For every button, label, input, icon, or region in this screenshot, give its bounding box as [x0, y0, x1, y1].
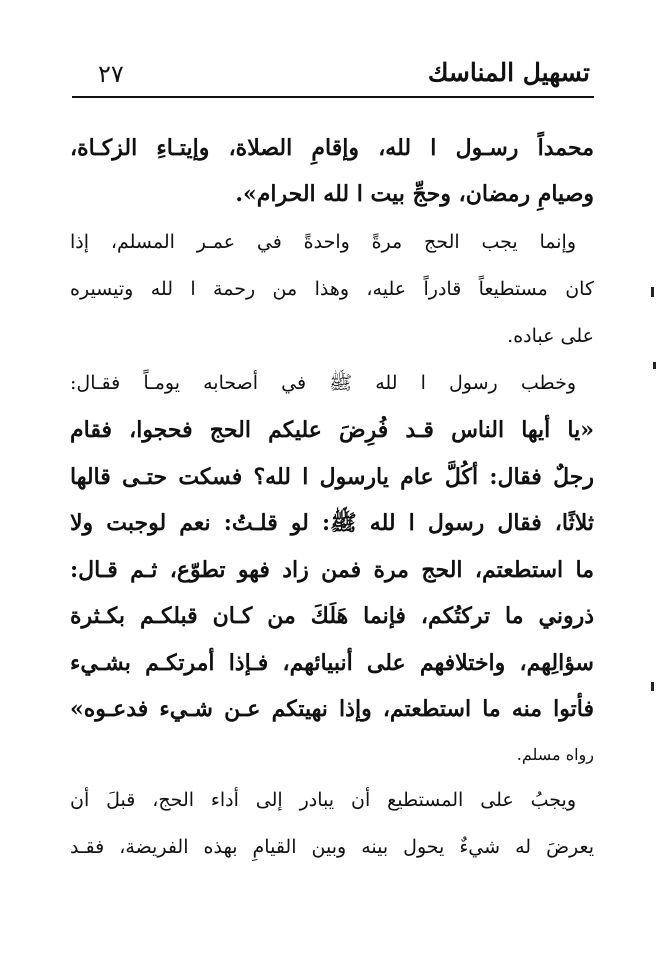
sermon-intro-paragraph [70, 360, 594, 407]
text-line: رجلٌ فقال: أكُلَّ عام يارسول ا لله؟ فسكت حتـى قالها [70, 463, 594, 490]
page-body [70, 125, 594, 871]
text-line: ذروني ما تركتُكم، فإنما هَلَكَ من كـان قبلكـم بكـثرة [70, 603, 594, 629]
text-line: ويجبُ على المستطيع أن يبادر إلى أداء الحج، قبلَ أن [70, 788, 576, 811]
hadith-attribution [70, 737, 594, 773]
text-line: رواه مسلم. [516, 744, 594, 764]
scan-margin-mark [651, 682, 654, 691]
text-line: ثلاثًا، فقال رسول ا لله ﷺ: لو قلـتُ: نعم لوجبت ولا [70, 510, 594, 536]
text-line: سؤالِهم، واختلافهم على أنبيائهم، فـإذا أمرتكـم بشـيء [70, 649, 594, 676]
text-line: وصيامِ رمضان، وحجِّ بيت ا لله الحرام». [235, 181, 594, 207]
running-title: تسهيل المناسك [427, 58, 590, 87]
text-line: وخطب رسول ا لله ﷺ في أصحابه يومـاً فقـال: [70, 372, 576, 394]
hadith-paragraph [70, 407, 594, 733]
text-line: على عباده. [507, 325, 594, 347]
scan-margin-mark [653, 362, 656, 369]
text-line: فأتوا منه ما استطعتم، وإذا نهيتكم عـن شـيء فدعـوه» [70, 696, 594, 722]
hastening-paragraph [70, 777, 594, 871]
text-line: وإنما يجب الحج مرةً واحدةً في عمـر المسلم، إذا [70, 231, 576, 253]
hadith-ending-paragraph [70, 125, 594, 217]
text-line: ما استطعتم، الحج مرة فمن زاد فهو تطوّع، ثـم قـال: [70, 556, 594, 583]
text-line: محمداً رسـول ا لله، وإقامِ الصلاة، وإيتـاءِ الزكـاة، [70, 135, 594, 161]
text-line: كان مستطيعاً قادراً عليه، وهذا من رحمة ا لله وتيسيره [70, 278, 594, 300]
page-header [72, 52, 594, 98]
page-number: ٢٧ [98, 60, 124, 88]
text-line: يعرضَ له شيءٌ يحول بينه وبين القيامِ بهذه الفريضة، فقـد [70, 835, 594, 858]
scan-margin-mark [651, 287, 654, 297]
text-line: «يا أيها الناس قـد فُرِضَ عليكم الحج فحجوا، فقام [70, 417, 594, 443]
obligation-paragraph [70, 219, 594, 360]
